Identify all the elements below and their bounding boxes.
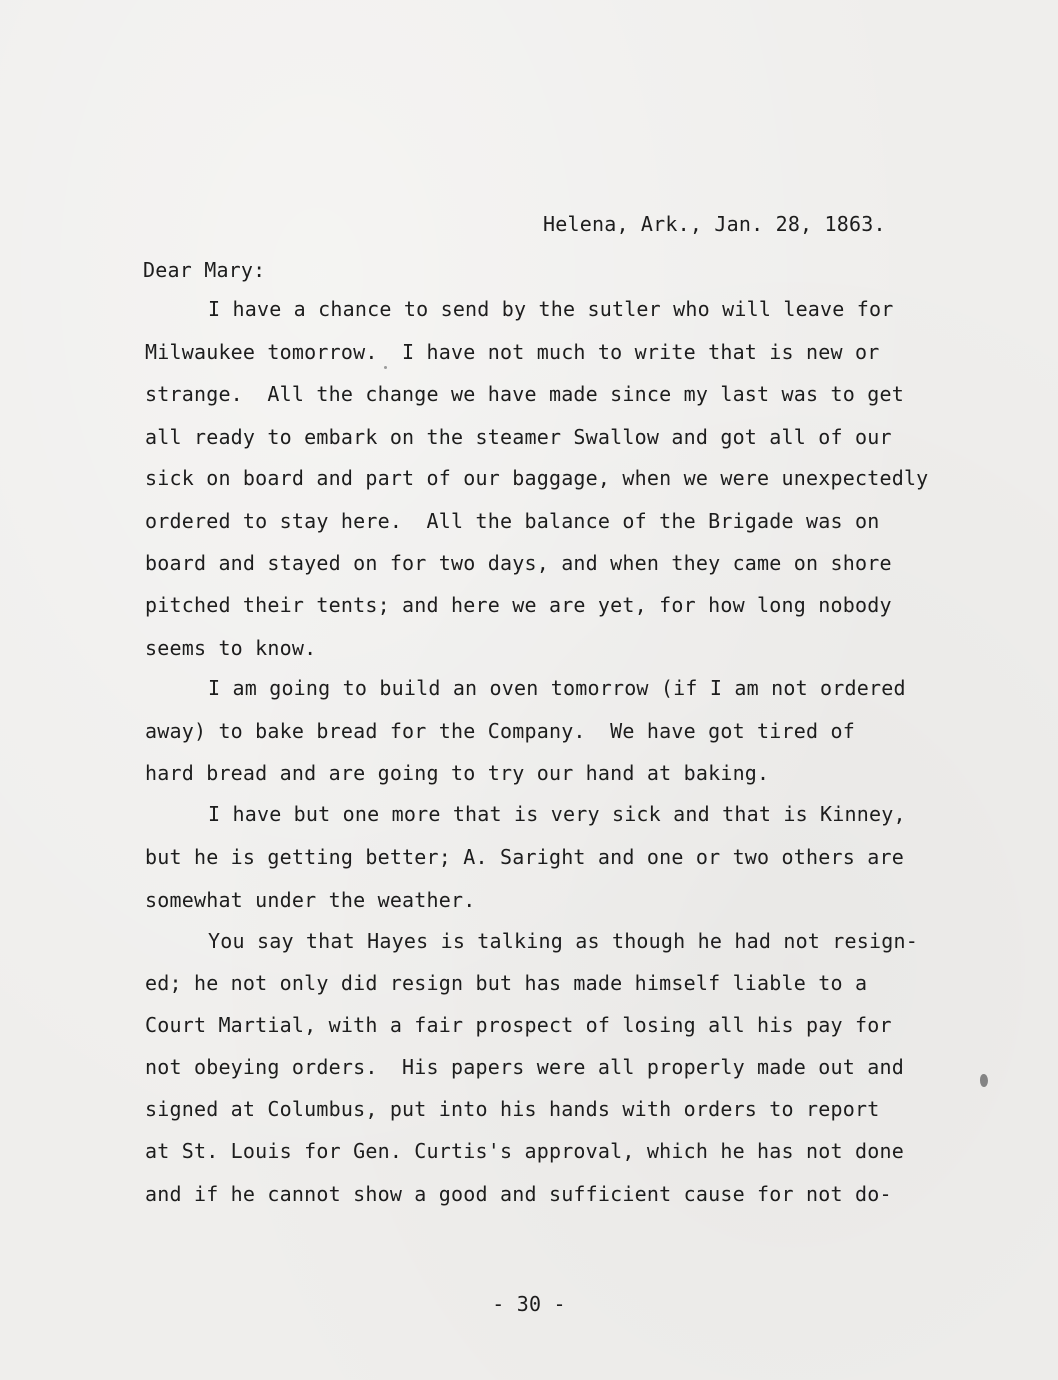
paragraph-4-line-3: Court Martial, with a fair prospect of losing all his pay for xyxy=(145,1013,892,1037)
paragraph-4-line-7: and if he cannot show a good and sufficient cause for not do- xyxy=(145,1182,892,1206)
paragraph-4-line-5: signed at Columbus, put into his hands with orders to report xyxy=(145,1097,880,1121)
paragraph-1-line-7: board and stayed on for two days, and when they came on shore xyxy=(145,551,892,575)
paragraph-4-line-2: ed; he not only did resign but has made himself liable to a xyxy=(145,971,868,995)
paragraph-1-line-4: all ready to embark on the steamer Swallow and got all of our xyxy=(145,425,892,449)
paragraph-1-line-8: pitched their tents; and here we are yet, for how long nobody xyxy=(145,593,892,617)
paragraph-1-line-1: I have a chance to send by the sutler who will leave for xyxy=(208,297,894,321)
paragraph-1-line-9: seems to know. xyxy=(145,636,317,660)
dateline: Helena, Ark., Jan. 28, 1863. xyxy=(543,212,886,236)
paragraph-1-line-6: ordered to stay here. All the balance of the Brigade was on xyxy=(145,509,880,533)
paragraph-4-line-4: not obeying orders. His papers were all properly made out and xyxy=(145,1055,904,1079)
paragraph-3-line-1: I have but one more that is very sick and that is Kinney, xyxy=(208,802,906,826)
paragraph-1-line-5: sick on board and part of our baggage, when we were unexpectedly xyxy=(145,466,929,490)
paragraph-2-line-3: hard bread and are going to try our hand at baking. xyxy=(145,761,770,785)
paragraph-2-line-1: I am going to build an oven tomorrow (if I am not ordered xyxy=(208,676,906,700)
paragraph-1-line-3: strange. All the change we have made since my last was to get xyxy=(145,382,904,406)
paragraph-1-line-2: Milwaukee tomorrow. I have not much to write that is new or xyxy=(145,340,880,364)
page-number: - 30 - xyxy=(492,1292,566,1316)
salutation: Dear Mary: xyxy=(143,258,266,282)
paragraph-2-line-2: away) to bake bread for the Company. We have got tired of xyxy=(145,719,855,743)
paragraph-4-line-1: You say that Hayes is talking as though he had not resign- xyxy=(208,929,918,953)
ink-blot xyxy=(980,1074,988,1087)
paper-speck xyxy=(384,366,387,369)
paragraph-3-line-3: somewhat under the weather. xyxy=(145,888,476,912)
paragraph-3-line-2: but he is getting better; A. Saright and one or two others are xyxy=(145,845,904,869)
paragraph-4-line-6: at St. Louis for Gen. Curtis's approval, which he has not done xyxy=(145,1139,904,1163)
